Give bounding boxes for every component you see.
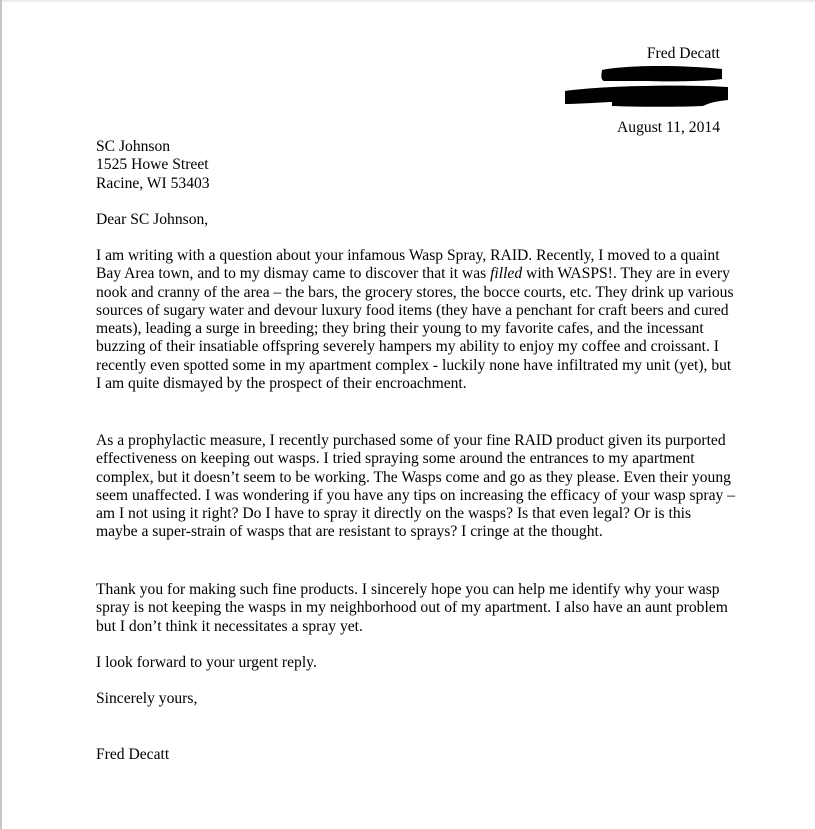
salutation: Dear SC Johnson,	[96, 211, 209, 228]
paragraph-4: I look forward to your urgent reply.	[96, 654, 317, 671]
letter-date: August 11, 2014	[617, 119, 720, 136]
sender-name: Fred Decatt	[646, 45, 720, 62]
signature: Fred Decatt	[96, 746, 170, 763]
recipient-address	[96, 138, 736, 193]
closing: Sincerely yours,	[96, 690, 198, 707]
recipient-city: Racine, WI 53403	[96, 174, 210, 192]
recipient-name: SC Johnson	[96, 138, 171, 155]
redacted-address	[560, 60, 735, 110]
paragraph-1: I am writing with a question about your infamous Wasp Spray, RAID. Recently, I moved to a quaint Bay Area town, and to my dismay came to discover that it was filled with WASPS!. They are in every nook and cranny of the area – the bars, the grocery stores, the bocce courts, etc. They drink up various sources of sugary water and devour luxury food items (they have a penchant for craft beers and cured meats), leading a surge in breeding; they bring their young to my favorite cafes, and the incessant buzzing of their insatiable offspring severely hampers my ability to enjoy my coffee and croissant. I recently even spotted some in my apartment complex - luckily none have infiltrated my unit (yet), but I am quite dismayed by the prospect of their encroachment.	[96, 247, 734, 393]
paragraph-3: Thank you for making such fine products. I sincerely hope you can help me identify why your wasp spray is not keeping the wasps in my neighborhood out of my apartment. I also have an aunt problem but I don’t think it necessitates a spray yet.	[96, 581, 728, 635]
paragraph-2: As a prophylactic measure, I recently purchased some of your fine RAID product given its purported effectiveness on keeping out wasps. I tried spraying some around the entrances to my apartment complex, but it doesn’t seem to be working. The Wasps come and go as they please. Even their young seem unaffected. I was wondering if you have any tips on increasing the efficacy of your wasp spray – am I not using it right? Do I have to spray it directly on the wasps? Is that even legal? Or is this maybe a super-strain of wasps that are resistant to sprays? I cringe at the thought.	[96, 432, 735, 541]
recipient-street: 1525 Howe Street	[96, 156, 209, 174]
